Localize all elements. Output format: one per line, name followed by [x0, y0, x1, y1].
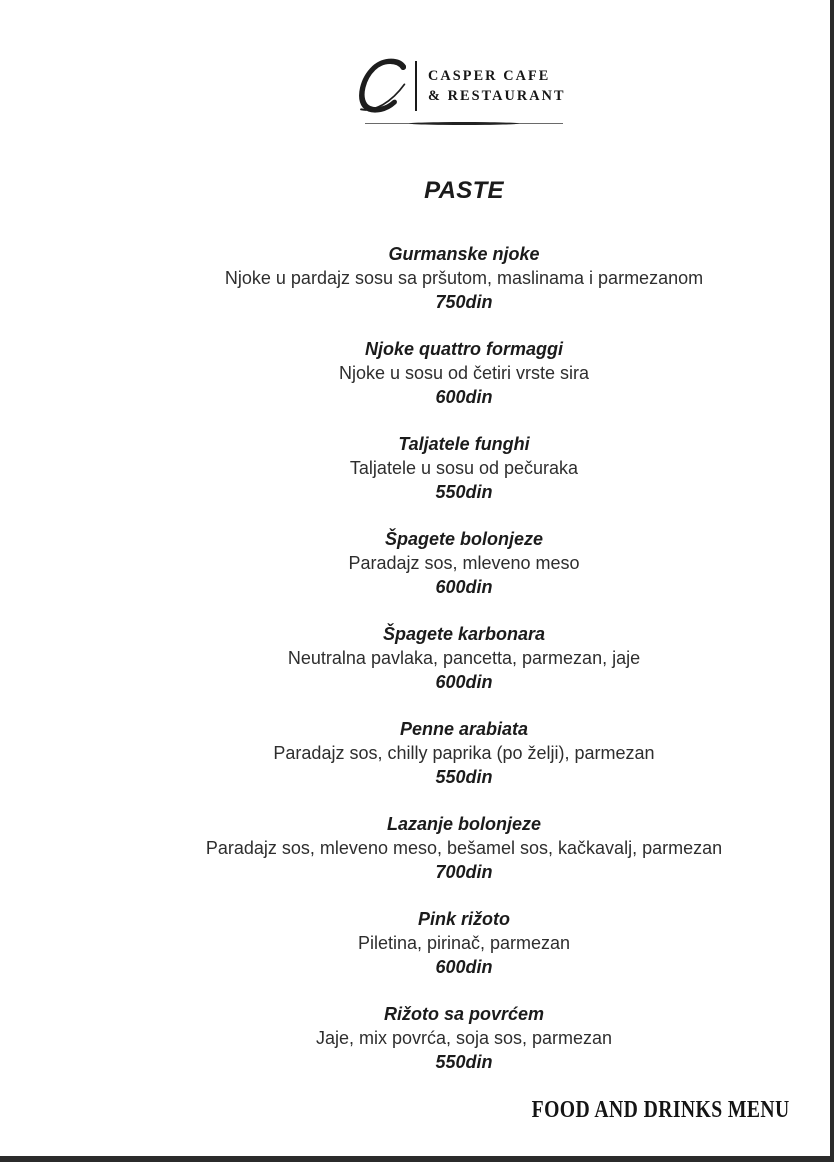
item-description: Paradajz sos, mleveno meso: [348, 553, 580, 573]
item-description: Piletina, pirinač, parmezan: [357, 933, 571, 953]
menu-item: [94, 907, 834, 979]
item-price: 550din: [435, 767, 493, 787]
restaurant-name: [428, 66, 566, 106]
menu-item: [94, 812, 834, 884]
script-c-monogram-icon: [356, 58, 406, 114]
menu-item: [94, 717, 834, 789]
item-price: 550din: [435, 1052, 493, 1072]
item-description: Njoke u sosu od četiri vrste sira: [338, 363, 590, 383]
item-description: Njoke u pardajz sosu sa pršutom, maslinama i parmezanom: [224, 268, 704, 288]
item-name: Njoke quattro formaggi: [364, 339, 563, 359]
item-price: 600din: [435, 387, 493, 407]
item-description: Paradajz sos, chilly paprika (po želji), parmezan: [273, 743, 655, 763]
menu-item-list: [94, 242, 834, 1074]
item-name: Špagete karbonara: [382, 624, 546, 644]
menu-item: [94, 432, 834, 504]
item-price: 600din: [435, 577, 493, 597]
item-price: 700din: [435, 862, 493, 882]
item-description: Neutralna pavlaka, pancetta, parmezan, jaje: [287, 648, 641, 668]
item-price: 750din: [435, 292, 493, 312]
menu-item: [94, 527, 834, 599]
item-name: Lazanje bolonjeze: [386, 814, 542, 834]
item-description: Jaje, mix povrća, soja sos, parmezan: [315, 1028, 613, 1048]
restaurant-logo: [94, 58, 834, 114]
menu-item: [94, 337, 834, 409]
item-name: Taljatele funghi: [398, 434, 530, 454]
item-price: 600din: [435, 672, 493, 692]
item-price: 600din: [435, 957, 493, 977]
item-name: Gurmanske njoke: [388, 244, 540, 264]
item-description: Paradajz sos, mleveno meso, bešamel sos, kačkavalj, parmezan: [205, 838, 723, 858]
item-price: 550din: [435, 482, 493, 502]
menu-item: [94, 622, 834, 694]
item-name: Špagete bolonjeze: [384, 529, 544, 549]
item-name: Pink rižoto: [417, 909, 510, 929]
footer-menu-label: FOOD AND DRINKS MENU: [531, 1097, 790, 1123]
item-description: Taljatele u sosu od pečuraka: [349, 458, 579, 478]
menu-item: [94, 242, 834, 314]
section-title: PASTE: [424, 177, 504, 204]
restaurant-name-line1: CASPER CAFE: [427, 68, 550, 84]
item-name: Penne arabiata: [399, 719, 529, 739]
menu-item: [94, 1002, 834, 1074]
item-name: Rižoto sa povrćem: [383, 1004, 545, 1024]
restaurant-name-line2: & RESTAURANT: [427, 88, 566, 104]
menu-content-column: [94, 0, 834, 1097]
logo-divider-bar: [415, 61, 417, 111]
logo-underline-rule: [365, 122, 563, 126]
